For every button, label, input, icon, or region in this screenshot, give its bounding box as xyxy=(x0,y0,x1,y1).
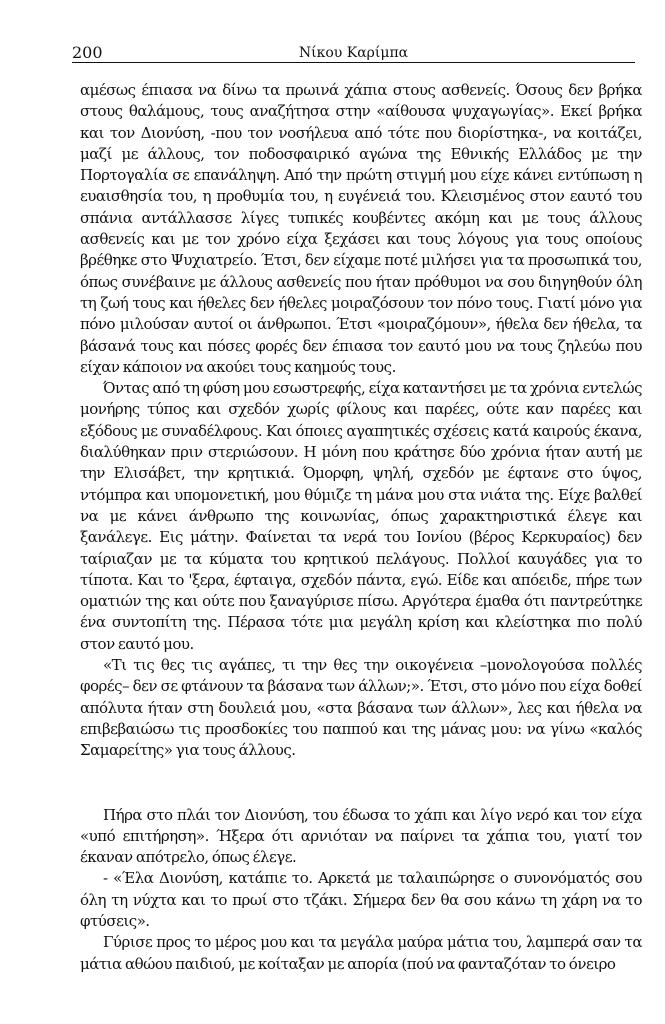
body-text xyxy=(80,80,642,975)
paragraph: Γύρισε προς το μέρος μου και τα μεγάλα μαύρα μάτια του, λαμπερά σαν τα μάτια αθώου παιδιού, με κοίταξαν με απορία (πού να φανταζόταν το όνειρο xyxy=(80,933,642,973)
paragraph: Πήρα στο πλάι τον Διονύση, του έδωσα το χάπι και λίγο νερό και τον είχα «υπό επιτήρηση». Ήξερα ότι αρνιόταν να παίρνει τα χάπια του, γιατί τον έκαναν απότρελο, όπως έλεγε. xyxy=(80,805,642,867)
section-break xyxy=(80,762,642,805)
running-head: Νίκου Καρίμπα xyxy=(298,45,409,61)
paragraph: «Τι τις θες τις αγάπες, τι την θες την οικογένεια –μονολογούσα πολλές φορές– δεν σε φτάνουν τα βάσανα των άλλων;». Έτσι, στο μόνο που είχα δοθεί απόλυτα ήταν στη δουλειά μου, «στα βάσανα των άλλων», λες και ήθελα να επιβεβαιώσω τις προσδοκίες του παππού και της μάνας μου: να γίνω «καλός Σαμαρείτης» για τους άλλους. xyxy=(80,656,642,760)
dialogue-paragraph: - «Έλα Διονύση, κατάπιε το. Αρκετά με ταλαιπώρησε ο συνονόματός σου όλη τη νύχτα και το πρωί στο τζάκι. Σήμερα δεν θα σου κάνω τη χάρη να το φτύσεις». xyxy=(80,869,642,930)
page-header xyxy=(72,44,635,63)
paragraph: Όντας από τη φύση μου εσωστρεφής, είχα καταντήσει με τα χρόνια εντελώς μονήρης τύπος και σχεδόν χωρίς φίλους και παρέες, ούτε καν παρέες και εξόδους με συναδέλφους. Και όποιες αγαπητικές σχέσεις κατά καιρούς έκανα, διαλύθηκαν πριν στεριώσουν. Η μόνη που κράτησε δύο χρόνια ήταν αυτή με την Ελισάβετ, την κρητικιά. Όμορφη, ψηλή, σχεδόν με έφτανε στο ύψος, ντόμπρα και υπομονετική, μου θύμιζε τη μάνα μου στα νιάτα της. Είχε βαλθεί να με κάνει άνθρωπο της κοινωνίας, όπως χαρακτηριστικά έλεγε και ξανάλεγε. Εις μάτην. Φαίνεται τα νερά του Ιονίου (βέρος Κερκυραίος) δεν ταίριαζαν με τα κύματα του κρητικού πελάγους. Πολλοί καυγάδες για το τίποτα. Και το 'ξερα, έφταιγα, σχεδόν πάντα, εγώ. Είδε και απόειδε, πήρε των οματιών της και ούτε που ξαναγύρισε πίσω. Αργότερα έμαθα ότι παντρεύτηκε ένα συντοπίτη της. Πέρασα τότε μια μεγάλη κρίση και κλείστηκα πιο πολύ στον εαυτό μου. xyxy=(80,379,642,653)
paragraph: αμέσως έπιασα να δίνω τα πρωινά χάπια στους ασθενείς. Όσους δεν βρήκα στους θαλάμους, τους αναζήτησα στην «αίθουσα ψυχαγωγίας». Εκεί βρήκα και τον Διονύση, -που τον νοσήλευα από τότε που διορίστηκα-, να κοιτάζει, μαζί με άλλους, τον ποδοσφαιρικό αγώνα της Εθνικής Ελλάδος με την Πορτογαλία σε επανάληψη. Από την πρώτη στιγμή μου είχε κάνει εντύπωση η ευαισθησία του, η προθυμία του, η ευγένειά του. Κλεισμένος στον εαυτό του σπάνια αντάλλασσε λίγες τυπικές κουβέντες ακόμη και με τους άλλους ασθενείς και με τον χρόνο είχα ξεχάσει και τους λόγους για τους οποίους βρέθηκε στο Ψυχιατρείο. Έτσι, δεν είχαμε ποτέ μιλήσει για τα προσωπικά του, όπως συνέβαινε με άλλους ασθενείς που ήταν πρόθυμοι να σου διηγηθούν όλη τη ζωή τους και ήθελες δεν ήθελες μοιραζόσουν τον πόνο τους. Γιατί μόνο για πόνο μιλούσαν αυτοί οι άνθρωποι. Έτσι «μοιραζόμουν», ήθελα δεν ήθελα, τα βάσανά τους και πόσες φορές δεν έπιασα τον εαυτό μου να τους ζηλεύω που είχαν κάποιον να ακούει τους καημούς τους. xyxy=(80,81,642,376)
page-number: 200 xyxy=(72,43,103,62)
